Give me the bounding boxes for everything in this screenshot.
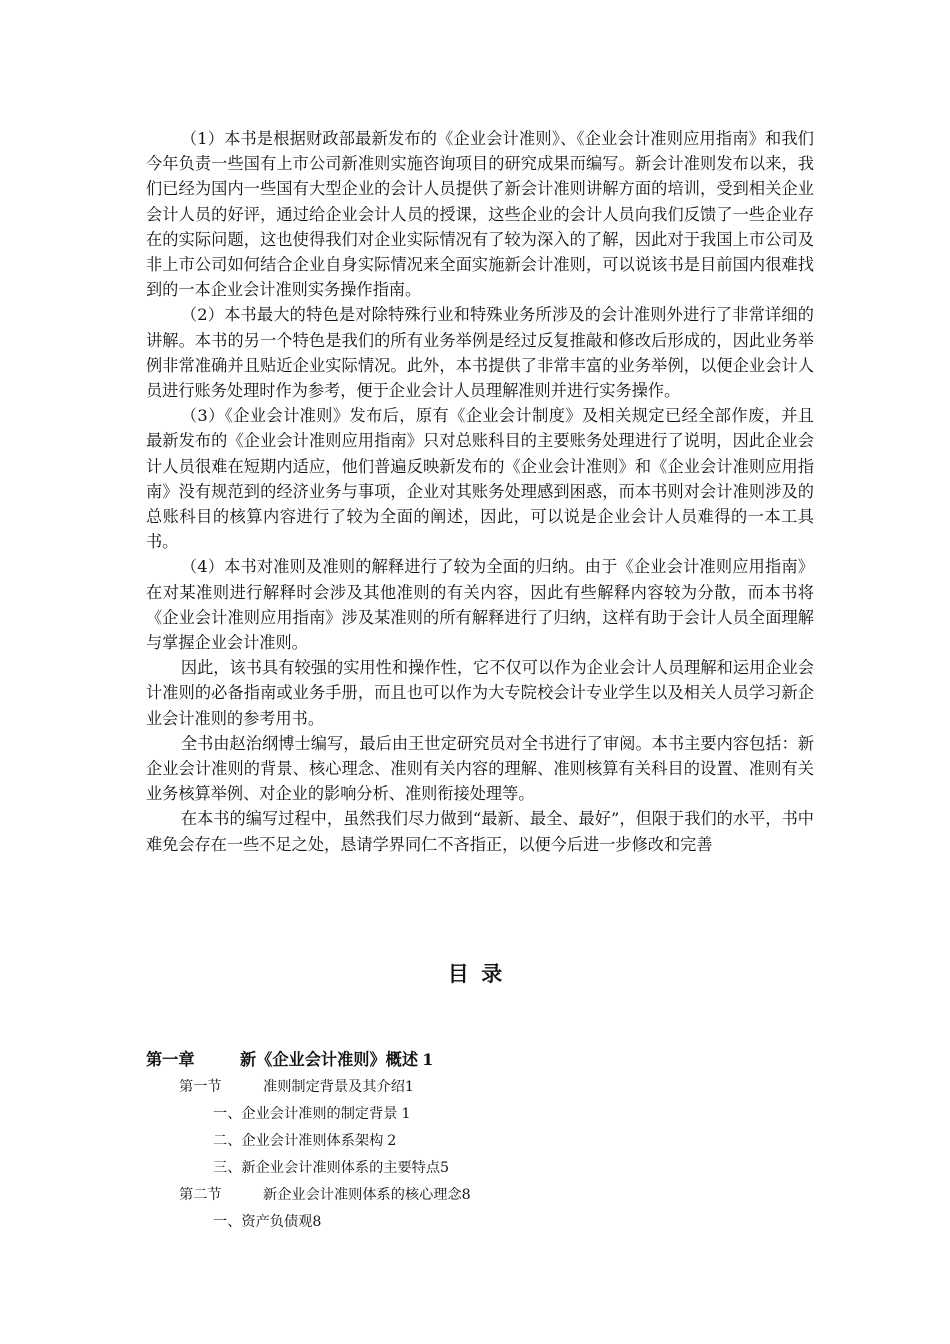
toc-item[interactable] xyxy=(146,1209,826,1236)
toc-item[interactable] xyxy=(146,1101,826,1128)
preface-paragraph-1: （1）本书是根据财政部最新发布的《企业会计准则》、《企业会计准则应用指南》和我们今年负责一些国有上市公司新准则实施咨询项目的研究成果而编写。新会计准则发布以来，我们已经为国内一些国有大型企业的会计人员提供了新会计准则讲解方面的培训，受到相关企业会计人员的好评，通过给企业会计人员的授课，这些企业的会计人员向我们反馈了一些企业存在的实际问题，这也使得我们对企业实际情况有了较为深入的了解，因此对于我国上市公司及非上市公司如何结合企业自身实际情况来全面实施新会计准则，可以说该书是目前国内很难找到的一本企业会计准则实务操作指南。 xyxy=(146,129,814,300)
preface-paragraph-5: 因此，该书具有较强的实用性和操作性，它不仅可以作为企业会计人员理解和运用企业会计准则的必备指南或业务手册，而且也可以作为大专院校会计专业学生以及相关人员学习新企业会计准则的参考用书。 xyxy=(146,658,814,728)
table-of-contents xyxy=(146,1046,826,1236)
toc-chapter-1[interactable] xyxy=(146,1046,826,1074)
toc-item-title: 一、企业会计准则的制定背景 xyxy=(213,1106,398,1122)
toc-section-title: 新企业会计准则体系的核心理念 xyxy=(263,1187,462,1203)
toc-item-title: 一、资产负债观 xyxy=(213,1214,313,1230)
toc-item-page: 1 xyxy=(401,1106,411,1122)
preface-body xyxy=(146,126,814,857)
toc-section-number: 第二节 xyxy=(179,1187,222,1203)
toc-section-1[interactable] xyxy=(146,1074,826,1101)
toc-item-page: 8 xyxy=(312,1214,322,1230)
toc-section-page: 1 xyxy=(404,1079,414,1095)
toc-title: 目录 xyxy=(447,961,515,986)
toc-chapter-title: 新《企业会计准则》概述 xyxy=(240,1050,419,1069)
preface-paragraph-6: 全书由赵治纲博士编写，最后由王世定研究员对全书进行了审阅。本书主要内容包括：新企业会计准则的背景、核心理念、准则有关内容的理解、准则核算有关科目的设置、准则有关业务核算举例、对企业的影响分析、准则衔接处理等。 xyxy=(146,733,814,804)
preface-paragraph-7: 在本书的编写过程中，虽然我们尽力做到“最新、最全、最好”，但限于我们的水平，书中难免会存在一些不足之处，恳请学界同仁不吝指正，以便今后进一步修改和完善 xyxy=(146,809,814,854)
toc-item-title: 三、新企业会计准则体系的主要特点 xyxy=(213,1160,441,1176)
toc-section-title: 准则制定背景及其介绍 xyxy=(263,1079,405,1095)
toc-section-page: 8 xyxy=(461,1187,471,1203)
toc-item-title: 二、企业会计准则体系架构 xyxy=(213,1133,384,1149)
toc-chapter-number: 第一章 xyxy=(146,1050,195,1069)
preface-paragraph-3: （3）《企业会计准则》发布后，原有《企业会计制度》及相关规定已经全部作废，并且最新发布的《企业会计准则应用指南》只对总账科目的主要账务处理进行了说明，因此企业会计人员很难在短期内适应，他们普遍反映新发布的《企业会计准则》和《企业会计准则应用指南》没有规范到的经济业务与事项，企业对其账务处理感到困惑，而本书则对会计准则涉及的总账科目的核算内容进行了较为全面的阐述，因此，可以说是企业会计人员难得的一本工具书。 xyxy=(146,406,814,552)
toc-section-number: 第一节 xyxy=(179,1079,222,1095)
preface-paragraph-4: （4）本书对准则及准则的解释进行了较为全面的归纳。由于《企业会计准则应用指南》在对某准则进行解释时会涉及其他准则的有关内容，因此有些解释内容较为分散，而本书将《企业会计准则应用指南》涉及某准则的所有解释进行了归纳，这样有助于会计人员全面理解与掌握企业会计准则。 xyxy=(146,557,814,653)
toc-item[interactable] xyxy=(146,1128,826,1155)
toc-chapter-page: 1 xyxy=(422,1050,434,1069)
toc-item-page: 2 xyxy=(387,1133,397,1149)
toc-item-page: 5 xyxy=(440,1160,450,1176)
toc-section-2[interactable] xyxy=(146,1182,826,1209)
preface-paragraph-2: （2）本书最大的特色是对除特殊行业和特殊业务所涉及的会计准则外进行了非常详细的讲解。本书的另一个特色是我们的所有业务举例是经过反复推敲和修改后形成的，因此业务举例非常准确并且贴近企业实际情况。此外，本书提供了非常丰富的业务举例，以便企业会计人员进行账务处理时作为参考，便于企业会计人员理解准则并进行实务操作。 xyxy=(146,305,814,401)
toc-item[interactable] xyxy=(146,1155,826,1182)
